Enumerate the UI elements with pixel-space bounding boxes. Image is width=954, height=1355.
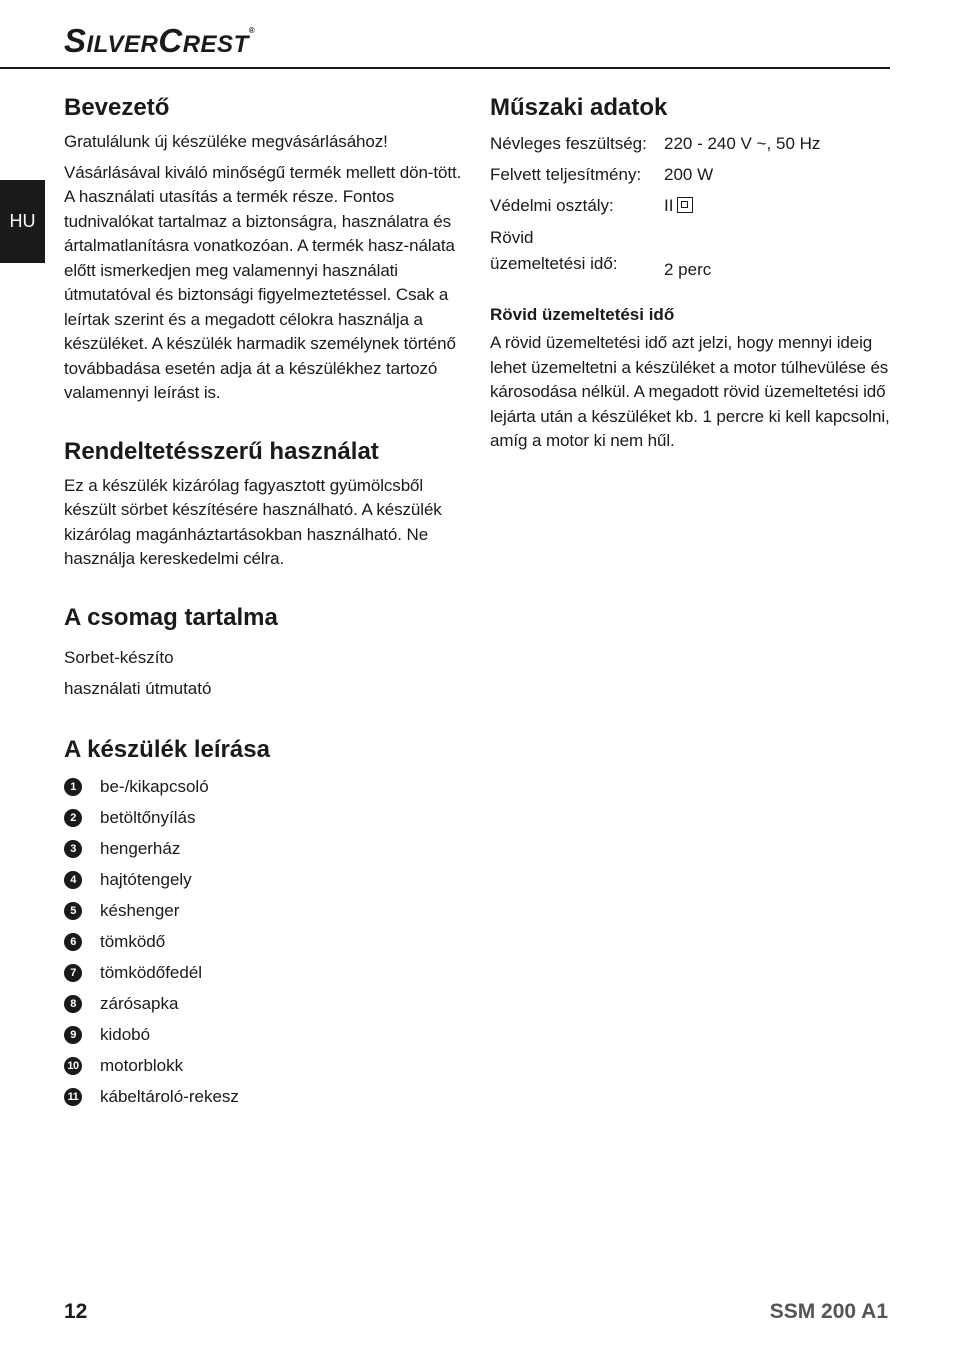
intro-paragraph-2: Vásárlásával kiváló minőségű termék mellett dön-tött. A használati utasítás a termék része. Fontos tudnivalókat tartalmaz a biztonságra, használatra és ártalmatlanításra vonatkozóan. A termék hasz-nálata előtt ismerkedjen meg valamennyi használati útmutatóval és biztonsági figyelmeztetéssel. Csak a leírtak szerint és a megadott célokra használja a készüléket. A készülék harmadik személynek történő továbbadása esetén adja át a készülékhez tartozó valamennyi leírást is. (64, 162, 462, 402)
language-tab: HU (0, 180, 45, 263)
spec-key-line-1: Rövid (490, 228, 534, 247)
specs-title: Műszaki adatok (490, 94, 668, 121)
package-title: A csomag tartalma (64, 603, 278, 631)
intended-use-paragraph: Ez a készülék kizárólag fagyasztott gyümölcsből készült sörbet készítésére használható. A készülék kizárólag magánháztartásokban használható. Ne használja kereskedelmi célra. (64, 475, 442, 568)
spec-key (490, 221, 664, 283)
section-intended-use (64, 436, 464, 572)
page-number: 12 (64, 1300, 88, 1323)
spec-key: Felvett teljesítmény: (490, 165, 642, 184)
list-item (64, 989, 464, 1020)
intro-paragraph-1: Gratulálunk új készüléke megvásárlásához! (64, 132, 388, 151)
number-badge: 1 (64, 778, 82, 796)
brand-initial-s: S (64, 22, 87, 59)
list-item (64, 1051, 464, 1082)
part-label: zárósapka (100, 994, 179, 1013)
list-item (64, 865, 464, 896)
spec-value: 2 perc (664, 260, 712, 279)
part-label: hengerház (100, 839, 181, 858)
part-label: be-/kikapcsoló (100, 777, 209, 796)
part-label: tömködőfedél (100, 963, 203, 982)
number-badge: 11 (64, 1088, 82, 1106)
table-row (490, 128, 820, 159)
list-item (64, 772, 464, 803)
right-column (490, 92, 890, 454)
short-time-paragraph: A rövid üzemeltetési idő azt jelzi, hogy mennyi ideig lehet üzemeltetni a készüléket a motor túlhevülése és károsodása nélkül. A megadott rövid üzemeltetési idő lejárta után a készüléket kb. 1 percre ki kell kapcsolni, amíg a motor ki nem hűl. (490, 333, 890, 450)
number-badge: 3 (64, 840, 82, 858)
list-item (64, 927, 464, 958)
number-badge: 2 (64, 809, 82, 827)
brand-logo (64, 22, 255, 60)
section-intro (64, 92, 464, 406)
part-label: késhenger (100, 901, 180, 920)
list-item: használati útmutató (64, 678, 212, 698)
intro-title: Bevezető (64, 94, 170, 121)
number-badge: 9 (64, 1026, 82, 1044)
list-item (64, 958, 464, 989)
part-label: kidobó (100, 1025, 151, 1044)
part-label: hajtótengely (100, 870, 192, 889)
list-item (64, 1082, 464, 1113)
list-item (64, 803, 464, 834)
brand-initial-c: C (158, 22, 183, 59)
number-badge: 5 (64, 902, 82, 920)
protection-class-ii-icon (677, 197, 693, 213)
number-badge: 4 (64, 871, 82, 889)
list-item: Sorbet-készíto (64, 647, 174, 667)
section-package (64, 602, 464, 704)
description-title: A készülék leírása (64, 735, 270, 763)
number-badge: 7 (64, 964, 82, 982)
table-row (490, 221, 820, 283)
table-row (490, 190, 820, 221)
list-item (64, 896, 464, 927)
spec-key: Védelmi osztály: (490, 196, 614, 215)
intended-use-title: Rendeltetésszerű használat (64, 437, 379, 465)
number-badge: 8 (64, 995, 82, 1013)
number-badge: 6 (64, 933, 82, 951)
model-number: SSM 200 A1 (769, 1300, 888, 1323)
header-divider (0, 67, 890, 69)
left-column (64, 92, 464, 1113)
number-badge: 10 (64, 1057, 82, 1075)
part-label: tömködő (100, 932, 166, 951)
package-list (64, 642, 464, 704)
section-description (64, 734, 464, 1113)
spec-value-cell (664, 190, 820, 221)
list-item (64, 1020, 464, 1051)
part-label: kábeltároló-rekesz (100, 1087, 239, 1106)
brand-text-ilver: ILVER (86, 31, 159, 58)
registered-mark: ® (248, 26, 256, 35)
spec-value: 200 W (664, 165, 714, 184)
spec-value: 220 - 240 V ~, 50 Hz (664, 134, 821, 153)
spec-key: Névleges feszültség: (490, 134, 647, 153)
part-label: betöltőnyílás (100, 808, 196, 827)
spec-key-line-2: üzemeltetési idő: (490, 254, 618, 273)
spec-value: II (664, 196, 674, 215)
table-row (490, 159, 820, 190)
specs-table (490, 128, 820, 283)
brand-text-rest: REST (182, 31, 249, 58)
parts-list (64, 772, 464, 1113)
part-label: motorblokk (100, 1056, 184, 1075)
list-item (64, 834, 464, 865)
short-time-title: Rövid üzemeltetési idő (490, 305, 675, 324)
